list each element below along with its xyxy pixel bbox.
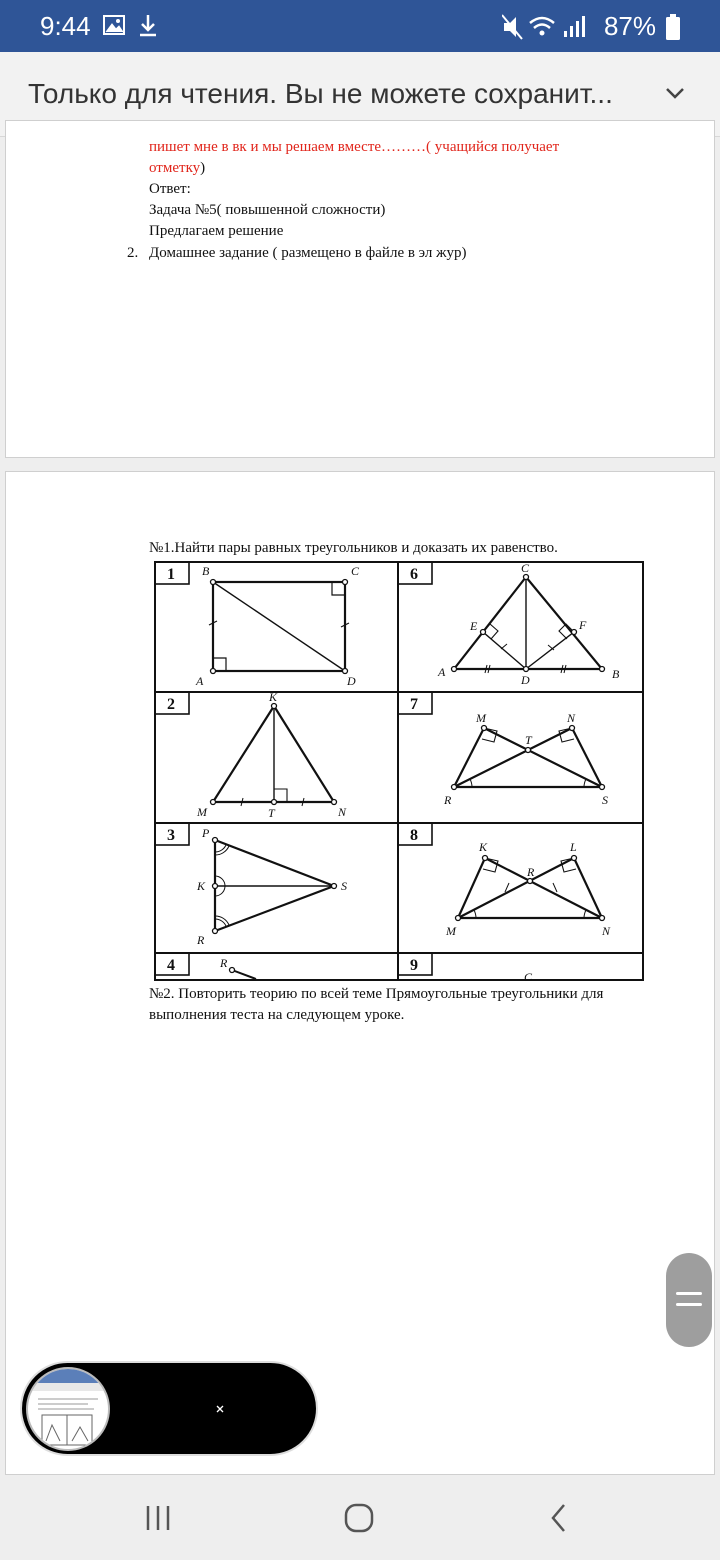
signal-icon [564,16,585,37]
vertex-label: N [338,805,347,819]
cell-number: 3 [167,827,175,844]
vertex-label: R [444,793,452,807]
vertex-label: S [341,879,347,893]
doc-paren: ) [200,160,206,176]
status-icons [502,13,594,41]
cell-number: 4 [167,957,175,974]
vertex-label: N [602,924,611,938]
scroll-handle-line [676,1292,702,1295]
vertex-label: R [197,933,205,947]
close-icon[interactable] [216,1405,224,1413]
list-item-text: Домашнее задание ( размещено в файле в эл жур) [149,245,467,261]
vertex-label: C [521,561,530,575]
vertex-label: L [570,840,577,854]
task-2-line-2: выполнения теста на следующем уроке. [149,1007,405,1023]
back-icon[interactable] [548,1502,570,1534]
cell-number: 6 [410,566,418,583]
scroll-handle-line [676,1303,702,1306]
battery-icon [666,14,680,40]
cell-number: 7 [410,696,418,713]
status-left-icons [102,12,162,45]
vertex-label: A [196,674,204,688]
task-1-text: №1.Найти пары равных треугольников и доказать их равенство. [149,540,558,556]
doc-red-word: отметку [149,160,201,176]
cell-number: 1 [167,566,175,583]
vertex-label: S [602,793,608,807]
vertex-label: E [470,619,478,633]
vertex-label: T [268,806,275,820]
vertex-label: M [446,924,456,938]
image-icon [104,16,124,34]
navigation-bar [0,1476,720,1560]
chevron-down-icon[interactable] [664,82,686,104]
vertex-label: B [612,667,620,681]
vertex-label: K [197,879,206,893]
vertex-label: D [521,673,530,687]
vertex-label: T [525,733,532,747]
vertex-label: B [202,564,210,578]
triangles-figure [154,561,646,981]
battery-percent: 87% [603,11,656,41]
recent-apps-icon[interactable] [144,1504,172,1532]
doc-line [149,160,205,177]
cell-number: 9 [410,957,418,974]
status-bar [0,0,720,52]
document-page-1 [5,120,715,458]
document-page-2 [5,471,715,1475]
vertex-label: M [476,711,486,725]
floating-preview-bubble[interactable] [20,1361,318,1456]
preview-thumbnail[interactable] [26,1367,110,1451]
banner-title: Только для чтения. Вы не можете сохранит... [28,78,613,109]
status-time: 9:44 [40,11,91,41]
home-icon[interactable] [343,1502,375,1534]
vertex-label: P [202,826,210,840]
vertex-label: K [479,840,488,854]
vertex-label: R [527,865,535,879]
vertex-label: F [579,618,587,632]
vertex-label: C [351,564,360,578]
doc-line: Предлагаем решение [149,223,284,239]
vertex-label: M [197,805,207,819]
vertex-label: A [438,665,446,679]
wifi-icon [530,18,554,36]
task-2-line-1: №2. Повторить теорию по всей теме Прямоугольные треугольники для [149,986,604,1002]
doc-line: Задача №5( повышенной сложности) [149,202,386,218]
vertex-label: N [567,711,576,725]
doc-line: пишет мне в вк и мы решаем вместе………( учащийся получает [149,139,560,155]
doc-line: Ответ: [149,181,191,197]
fast-scroll-handle[interactable] [666,1253,712,1347]
vertex-label: C [524,970,533,981]
mute-icon [502,15,522,39]
status-right [502,11,680,42]
vertex-label: K [269,690,278,704]
vertex-label: R [220,956,228,970]
download-icon [140,15,156,35]
list-number: 2. [127,245,139,261]
cell-number: 2 [167,696,175,713]
vertex-label: D [347,674,356,688]
cell-number: 8 [410,827,418,844]
